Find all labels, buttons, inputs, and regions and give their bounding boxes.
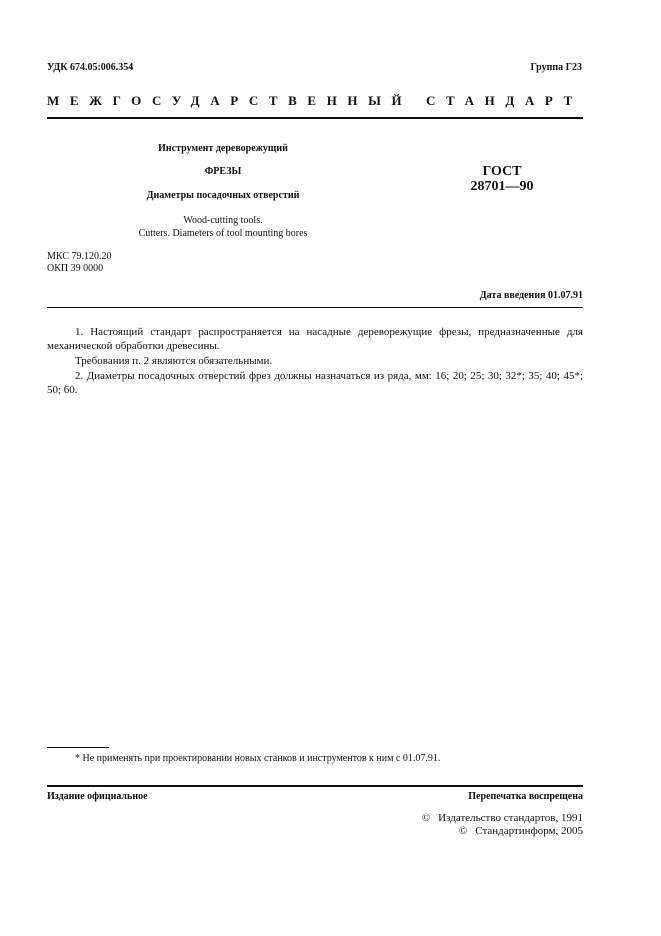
classification-codes [47, 251, 111, 275]
title-tool-type: Инструмент дереворежущий [158, 143, 288, 154]
paragraph-requirements: Требования п. 2 являются обязательными. [75, 355, 273, 367]
bottom-divider [47, 785, 583, 787]
copyright-icon: © [421, 812, 431, 824]
copyright-1991 [422, 812, 583, 824]
intro-date [480, 290, 583, 301]
middle-divider [47, 307, 583, 308]
standard-type-title: МЕЖГОСУДАРСТВЕННЫЙ СТАНДАРТ [47, 93, 583, 108]
group-code: Группа Г23 [530, 62, 582, 73]
paragraph-1: 1. Настоящий стандарт распространяется на насадные дереворежущие фрезы, предназначенные для механической обработки древесины. [47, 326, 583, 352]
title-cutters: ФРЕЗЫ [204, 166, 242, 177]
copyright-2005-text: Стандартинформ, 2005 [475, 825, 583, 837]
intro-date-label: Дата введения [479, 290, 546, 301]
udk-code: УДК 674.05:006.354 [47, 62, 134, 73]
english-title-line2: Cutters. Diameters of tool mounting bores [138, 228, 308, 239]
footnote-divider [47, 747, 109, 748]
paragraph-2: 2. Диаметры посадочных отверстий фрез должны назначаться из ряда, мм: 16; 20; 25; 30; 32*; 35; 40; 45*; 50; 60. [47, 370, 583, 396]
gost-label: ГОСТ [482, 164, 522, 179]
official-edition: Издание официальное [47, 791, 148, 802]
copyright-1991-text: Издательство стандартов, 1991 [438, 812, 583, 824]
copyright-2005 [459, 825, 583, 837]
top-divider [47, 117, 583, 119]
okp-code: ОКП 39 0000 [47, 263, 104, 274]
copyright-icon: © [458, 825, 468, 837]
reprint-notice: Перепечатка воспрещена [468, 791, 583, 802]
footnote: * Не применять при проектировании новых станков и инструментов к ним с 01.07.91. [75, 753, 441, 764]
english-title-line1: Wood-cutting tools. [183, 215, 263, 226]
gost-number: 28701—90 [470, 179, 534, 194]
intro-date-value: 01.07.91 [548, 290, 583, 301]
title-diameters: Диаметры посадочных отверстий [146, 190, 300, 201]
mks-code: МКС 79.120.20 [47, 251, 112, 262]
